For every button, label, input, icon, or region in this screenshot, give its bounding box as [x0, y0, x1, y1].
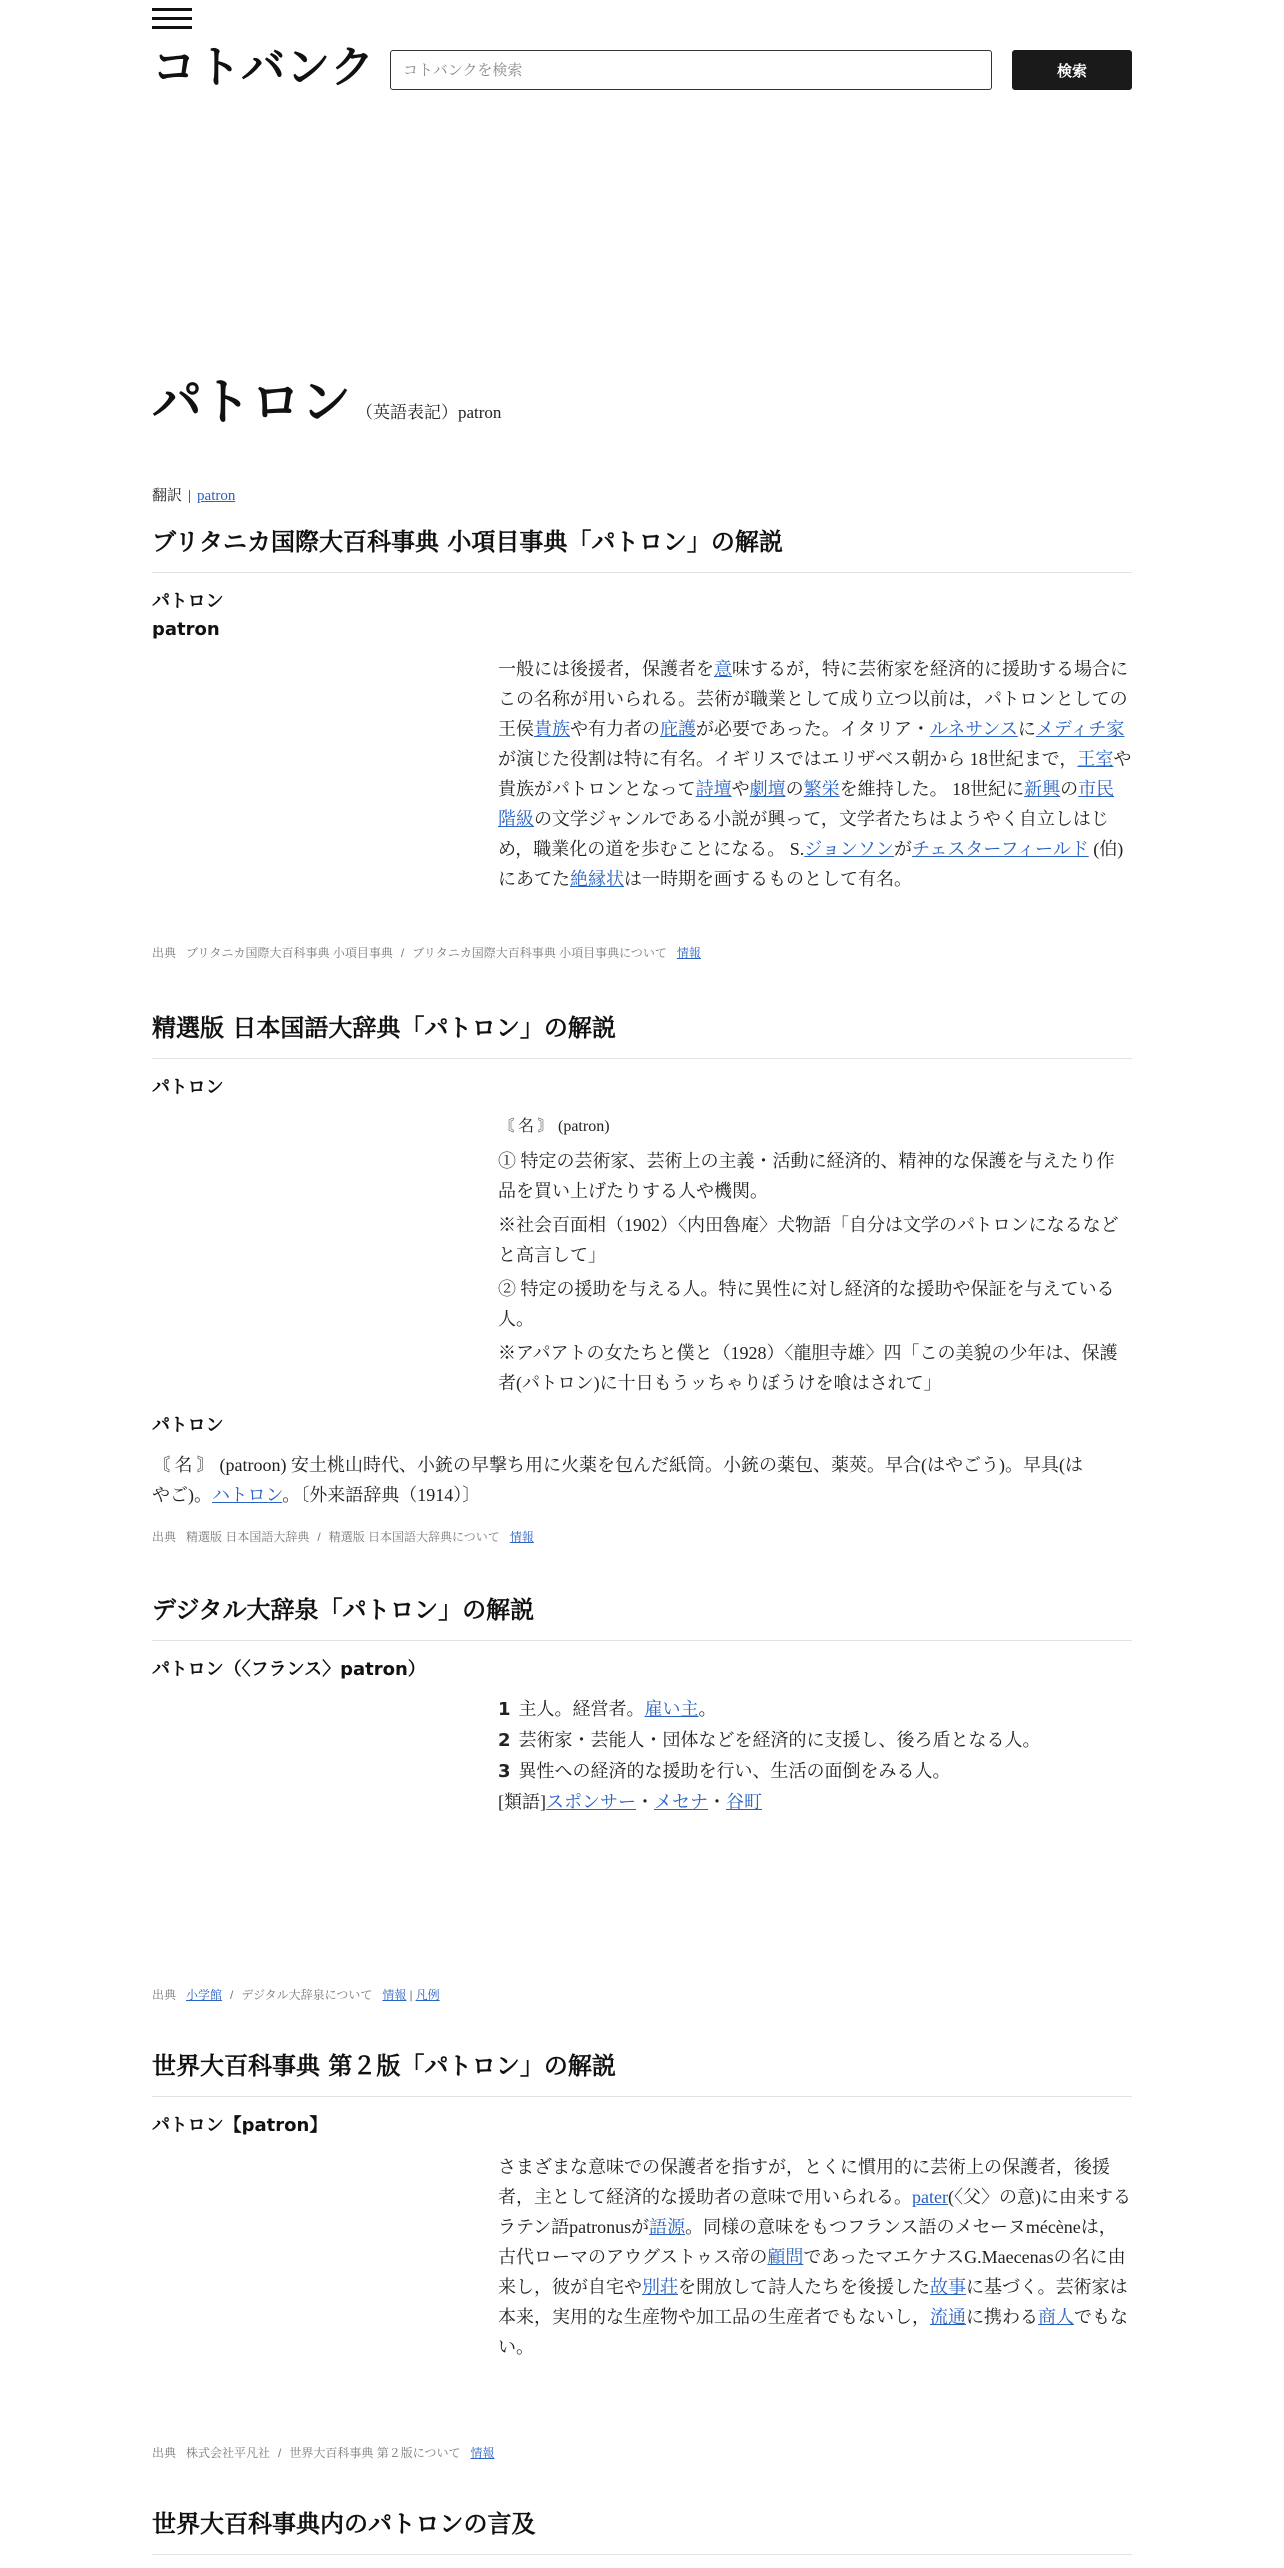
britannica-term-link[interactable]: メディチ家 [1035, 719, 1125, 739]
heibonsha-info-link[interactable]: 情報 [470, 2446, 495, 2460]
mentions-section-title: 世界大百科事典内のパトロンの言及 [152, 2510, 536, 2538]
heibonsha-term-link[interactable]: pater [912, 2187, 948, 2207]
translation-link[interactable]: patron [197, 488, 236, 504]
nikkoku-definitions [498, 1112, 1132, 1398]
heibonsha-source: 出典 株式会社平凡社 / 世界大百科事典 第２版について 情報 [152, 2446, 495, 2460]
heibonsha-entry-heading: パトロン【patron】 [152, 2115, 328, 2136]
hamburger-menu-icon[interactable] [152, 8, 192, 32]
hatoron-link[interactable]: ハトロン [212, 1485, 283, 1505]
ruigo-link-mecena[interactable]: メセナ [654, 1792, 708, 1812]
yatoinushi-link[interactable]: 雇い主 [644, 1699, 699, 1719]
britannica-term-link[interactable]: ジョンソン [804, 839, 894, 859]
heibonsha-term-link[interactable]: 語源 [649, 2217, 686, 2237]
britannica-info-link[interactable]: 情報 [676, 946, 701, 960]
britannica-term-link[interactable]: 貴族 [534, 719, 570, 739]
translation-row [152, 484, 235, 505]
daijisen-section-title: デジタル大辞泉「パトロン」の解説 [152, 1596, 535, 1624]
britannica-term-link[interactable]: 新興 [1024, 779, 1061, 799]
daijisen-definitions [498, 1694, 1132, 1817]
nikkoku-divider [152, 1058, 1132, 1059]
britannica-term-link[interactable]: チェスターフィールド [911, 839, 1089, 859]
daijisen-entry-heading: パトロン（〈フランス〉patron） [152, 1659, 426, 1680]
heibonsha-term-link[interactable]: 流通 [930, 2307, 966, 2327]
britannica-entry-subheading: patron [152, 619, 220, 640]
nikkoku-section-title: 精選版 日本国語大辞典「パトロン」の解説 [152, 1014, 616, 1042]
britannica-term-link[interactable]: 詩壇 [695, 779, 732, 799]
heibonsha-term-link[interactable]: 故事 [930, 2277, 966, 2297]
nikkoku-entry-2-body: 〘 名 〙 (patroon) 安土桃山時代、小銃の早撃ち用に火薬を包んだ紙筒。小銃の薬包、薬莢。早合(はやごう)。早具(はやご)。ハトロン。〔外来語辞典（1914）〕 [152, 1455, 1083, 1505]
ruigo-link-tanimachi[interactable]: 谷町 [726, 1792, 762, 1812]
shogakukan-link[interactable]: 小学館 [186, 1988, 223, 2002]
britannica-source: 出典 ブリタニカ国際大百科事典 小項目事典 / ブリタニカ国際大百科事典 小項目事典について 情報 [152, 946, 701, 960]
nikkoku-example-2: ※アパアトの女たちと僕と（1928）〈龍胆寺雄〉四「この美貌の少年は、保護者(パトロン)に十日もうッちゃりぼうけを喰はされて」 [498, 1343, 1118, 1393]
search-input[interactable] [390, 50, 992, 90]
britannica-body: 一般には後援者，保護者を意味するが，特に芸術家を経済的に援助する場合にこの名称が用いられる。芸術が職業として成り立つ以前は，パトロンとしての王侯貴族や有力者の庇護が必要であった。イタリア・ルネサンスにメディチ家が演じた役割は特に有名。イギリスではエリザベス朝から 18世紀まで，王室や貴族がパトロンとなって詩壇や劇壇の繁栄を維持した。 18世紀に新興の市民階級の文学ジャンルである小説が興って，文学者たちはようやく自立しはじめ，職業化の道を歩むことになる。 S.ジョンソンがチェスターフィールド (伯) にあてた絶縁状は一時期を画するものとして有名。 [498, 659, 1132, 889]
translation-label: 翻訳 [152, 487, 183, 504]
britannica-section-title: ブリタニカ国際大百科事典 小項目事典「パトロン」の解説 [152, 528, 783, 556]
britannica-term-link[interactable]: ルネサンス [929, 719, 1018, 739]
daijisen-hanrei-link[interactable]: 凡例 [415, 1988, 440, 2002]
mentions-divider [152, 2554, 1132, 2555]
site-logo[interactable]: コトバンク [152, 42, 376, 93]
daijisen-ruigo: [類語]スポンサー・メセナ・谷町 [498, 1792, 762, 1812]
nikkoku-info-link[interactable]: 情報 [509, 1530, 534, 1544]
britannica-term-link[interactable]: 市民階級 [498, 779, 1115, 829]
nikkoku-def-2: ② 特定の援助を与える人。特に異性に対し経済的な援助や保証を与えている人。 [498, 1279, 1115, 1329]
nikkoku-entry-heading: パトロン [152, 1077, 224, 1098]
nikkoku-source: 出典 精選版 日本国語大辞典 / 精選版 日本国語大辞典について 情報 [152, 1530, 534, 1544]
page-title-english: （英語表記）patron [356, 403, 502, 422]
search-button[interactable]: 検索 [1012, 50, 1132, 90]
heibonsha-section-title: 世界大百科事典 第２版「パトロン」の解説 [152, 2052, 616, 2080]
heibonsha-term-link[interactable]: 別荘 [642, 2277, 678, 2297]
page-title: パトロン [152, 373, 351, 431]
britannica-term-link[interactable]: 王室 [1077, 749, 1114, 769]
heibonsha-divider [152, 2096, 1132, 2097]
britannica-term-link[interactable]: 絶縁状 [570, 869, 624, 889]
britannica-term-link[interactable]: 繁栄 [803, 779, 840, 799]
daijisen-def-2: 2 芸術家・芸能人・団体などを経済的に支援し、後ろ盾となる人。 [498, 1730, 1041, 1751]
britannica-term-link[interactable]: 庇護 [660, 719, 696, 739]
daijisen-info-link[interactable]: 情報 [382, 1988, 407, 2002]
translation-separator: | [188, 488, 192, 504]
nikkoku-pos: 〘 名 〙 (patron) [498, 1118, 610, 1135]
britannica-entry-heading: パトロン [152, 591, 224, 612]
daijisen-def-1: 1 主人。経営者。雇い主。 [498, 1699, 717, 1720]
daijisen-source: 出典 小学館 / デジタル大辞泉について 情報 | 凡例 [152, 1988, 440, 2002]
heibonsha-term-link[interactable]: 商人 [1038, 2307, 1074, 2327]
heibonsha-body: さまざまな意味での保護者を指すが，とくに慣用的に芸術上の保護者，後援者，主として経済的な援助者の意味で用いられる。pater(〈父〉の意)に由来するラテン語patronusが語源。同様の意味をもつフランス語のメセーヌmécèneは，古代ローマのアウグストゥス帝の顧問であったマエケナスG.Maecenasの名に由来し，彼が自宅や別荘を開放して詩人たちを後援した故事に基づく。芸術家は本来，実用的な生産物や加工品の生産者でもないし，流通に携わる商人でもない。 [498, 2157, 1131, 2357]
heibonsha-term-link[interactable]: 顧問 [767, 2247, 804, 2267]
britannica-term-link[interactable]: 意 [714, 659, 732, 679]
britannica-divider [152, 572, 1132, 573]
nikkoku-entry-heading-2: パトロン [152, 1415, 224, 1436]
nikkoku-example-1: ※社会百面相（1902）〈内田魯庵〉犬物語「自分は文学のパトロンになるなどと高言して」 [498, 1215, 1119, 1265]
daijisen-divider [152, 1640, 1132, 1641]
daijisen-def-3: 3 異性への経済的な援助を行い、生活の面倒をみる人。 [498, 1761, 951, 1782]
nikkoku-def-1: ① 特定の芸術家、芸術上の主義・活動に経済的、精神的な保護を与えたり作品を買い上げたりする人や機関。 [498, 1151, 1115, 1201]
britannica-term-link[interactable]: 劇壇 [749, 779, 786, 799]
ruigo-link-sponsor[interactable]: スポンサー [546, 1792, 636, 1812]
